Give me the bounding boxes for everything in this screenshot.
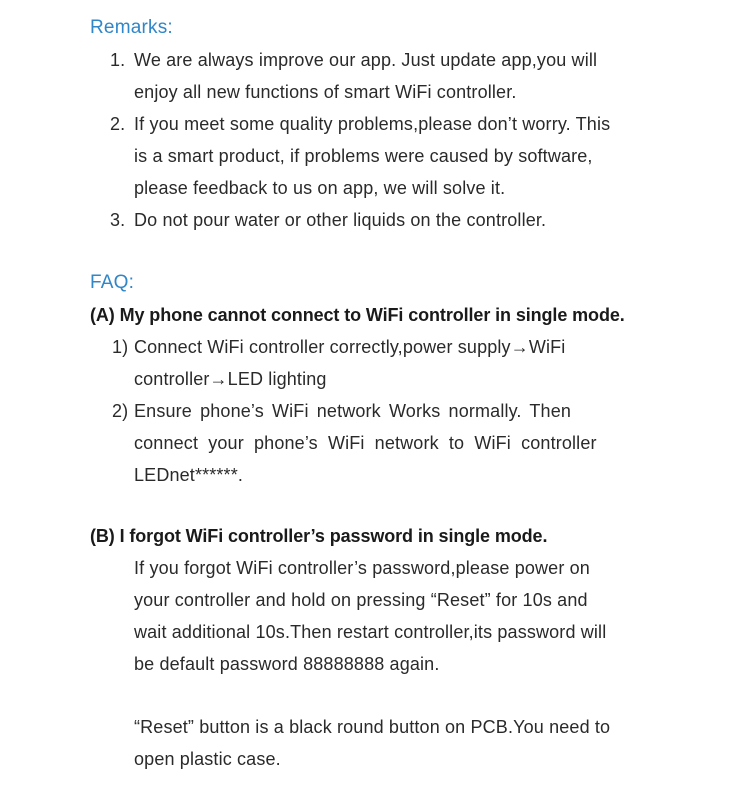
faq-a-step-2-text-1: Ensure phone’s WiFi network Works normally. Then <box>134 401 572 421</box>
faq-a-step-1-number: 1) <box>112 337 129 357</box>
faq-question-b: (B) I forgot WiFi controller’s password in single mode. <box>90 526 548 546</box>
faq-a-step-1-text-2: controller→LED lighting <box>134 369 327 389</box>
faq-a-step-2-line-1 <box>112 401 571 422</box>
remark-2-line-1 <box>110 114 610 135</box>
remark-1-text-2: enjoy all new functions of smart WiFi controller. <box>134 82 517 102</box>
remark-2-number: 2. <box>110 114 126 134</box>
faq-b-para-1-line-3: wait additional 10s.Then restart controller,its password will <box>134 622 607 642</box>
faq-b-para-1-line-4: be default password 88888888 again. <box>134 654 440 674</box>
faq-a-step-1-text-1: Connect WiFi controller correctly,power supply→WiFi <box>134 337 566 357</box>
faq-a-step-2-text-2: connect your phone’s WiFi network to WiFi controller <box>134 433 597 453</box>
faq-a-step-1-line-1 <box>112 337 565 358</box>
remark-3-number: 3. <box>110 210 126 230</box>
faq-b-para-2-line-2: open plastic case. <box>134 749 281 769</box>
faq-b-para-2-line-1: “Reset” button is a black round button on PCB.You need to <box>134 717 611 737</box>
remark-2-text-1: If you meet some quality problems,please don’t worry. This <box>134 114 611 134</box>
remarks-heading: Remarks: <box>90 17 173 38</box>
faq-b-para-1-line-2: your controller and hold on pressing “Reset” for 10s and <box>134 590 588 610</box>
remark-2-text-3: please feedback to us on app, we will solve it. <box>134 178 506 198</box>
remark-1-number: 1. <box>110 50 126 70</box>
remark-1-text-1: We are always improve our app. Just update app,you will <box>134 50 598 70</box>
remark-3-line-1 <box>110 210 546 231</box>
remark-2-text-2: is a smart product, if problems were caused by software, <box>134 146 593 166</box>
faq-a-step-2-text-3: LEDnet******. <box>134 465 244 485</box>
faq-b-para-1-line-1: If you forgot WiFi controller’s password,please power on <box>134 558 590 578</box>
faq-heading: FAQ: <box>90 272 135 293</box>
faq-question-a: (A) My phone cannot connect to WiFi controller in single mode. <box>90 305 625 325</box>
remark-1-line-1 <box>110 50 597 71</box>
remark-3-text-1: Do not pour water or other liquids on the controller. <box>134 210 547 230</box>
faq-a-step-2-number: 2) <box>112 401 129 421</box>
